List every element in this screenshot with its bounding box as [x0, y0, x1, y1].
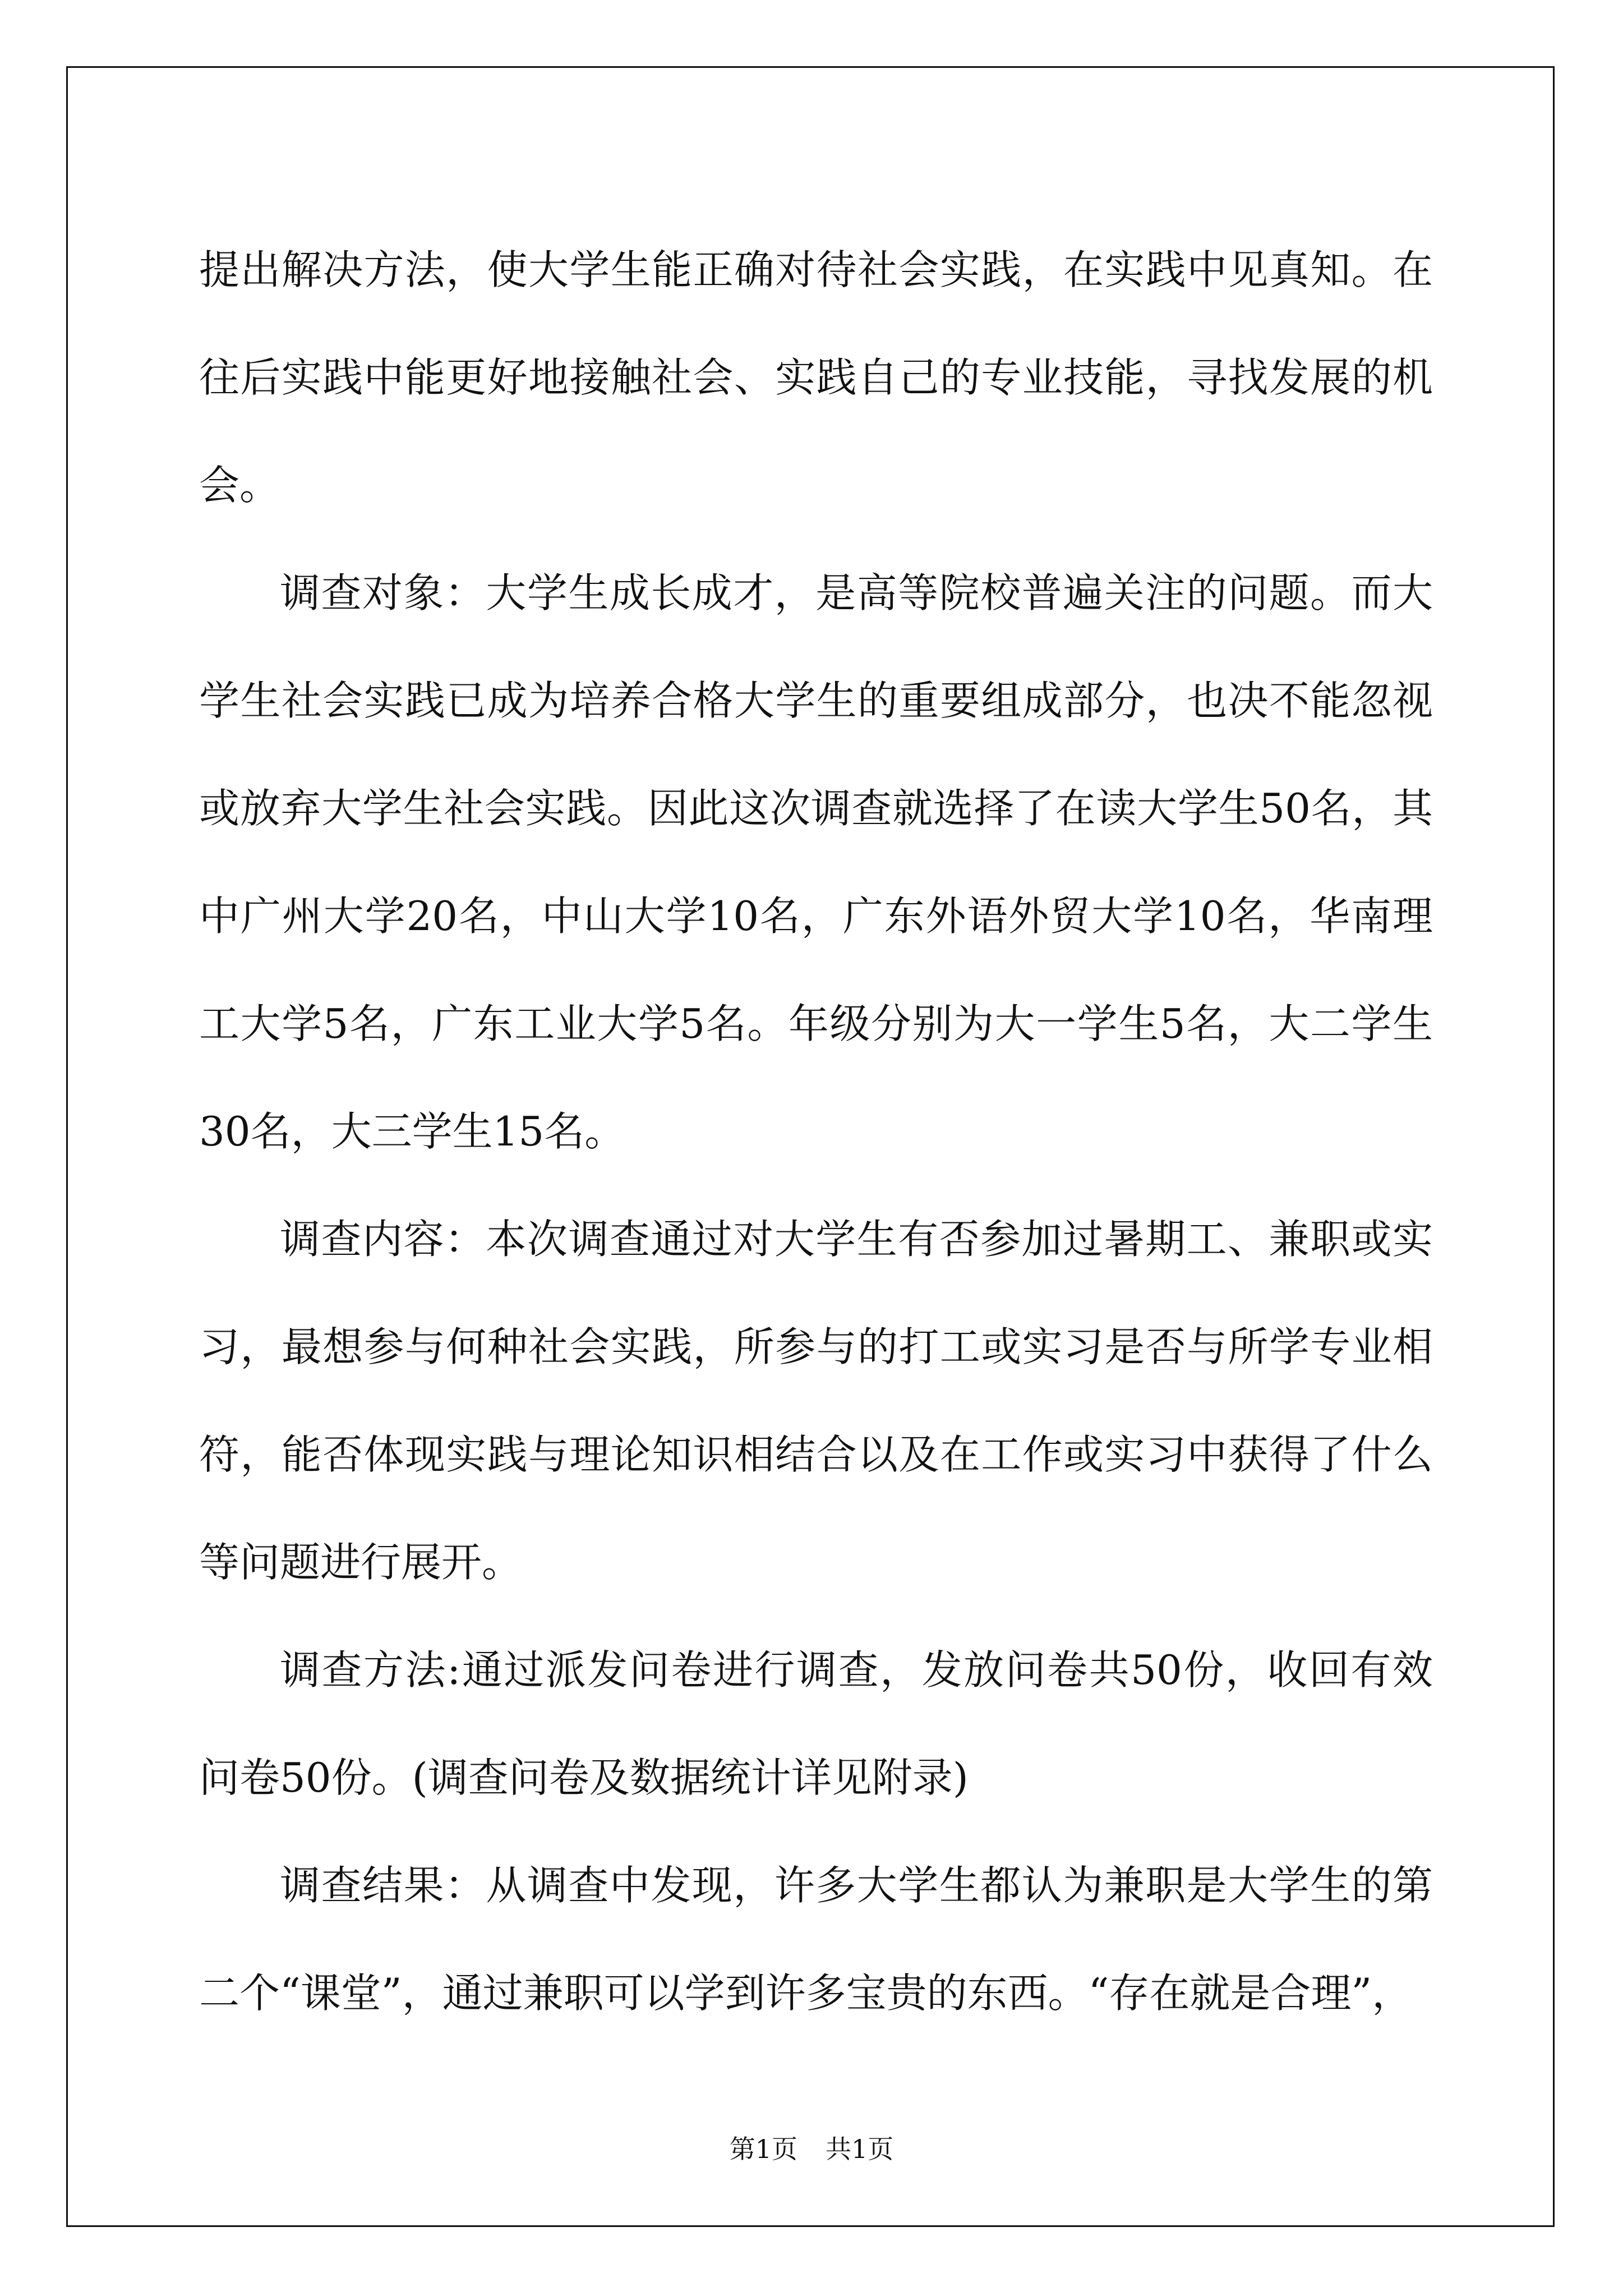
page-number: 第1页 — [729, 2134, 797, 2164]
document-body — [199, 216, 1433, 2047]
paragraph-survey-method: 调查方法:通过派发问卷进行调查，发放问卷共50份，收回有效问卷50份。(调查问卷及数据统计详见附录) — [199, 1646, 1433, 1801]
paragraph-survey-content: 调查内容：本次调查通过对大学生有否参加过暑期工、兼职或实习，最想参与何种社会实践，所参与的打工或实习是否与所学专业相符，能否体现实践与理论知识相结合以及在工作或实习中获得了什么等问题进行展开。 — [199, 1216, 1433, 1586]
page-total: 共1页 — [826, 2134, 894, 2164]
paragraph-survey-subjects: 调查对象：大学生成长成才，是高等院校普遍关注的问题。而大学生社会实践已成为培养合格大学生的重要组成部分，也决不能忽视或放弃大学生社会实践。因此这次调查就选择了在读大学生50名，其中广州大学20名，中山大学10名，广东外语外贸大学10名，华南理工大学5名，广东工业大学5名。年级分别为大一学生5名，大二学生30名，大三学生15名。 — [199, 569, 1433, 1155]
paragraph-survey-results: 调查结果：从调查中发现，许多大学生都认为兼职是大学生的第二个“课堂”，通过兼职可以学到许多宝贵的东西。“存在就是合理”， — [199, 1862, 1433, 2017]
page-footer — [0, 2129, 1623, 2166]
paragraph-continuation: 提出解决方法，使大学生能正确对待社会实践，在实践中见真知。在往后实践中能更好地接触社会、实践自己的专业技能，寻找发展的机会。 — [199, 246, 1433, 509]
